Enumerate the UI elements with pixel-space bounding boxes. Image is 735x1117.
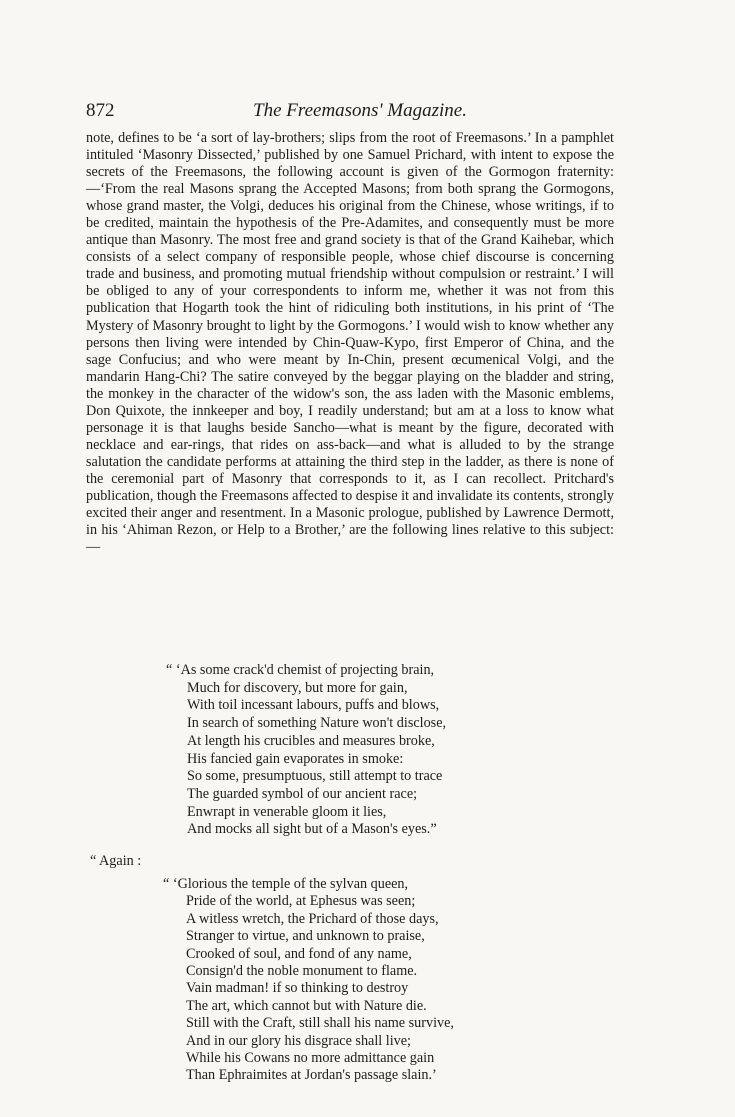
verse-line: With toil incessant labours, puffs and blows, bbox=[187, 697, 440, 714]
running-title: The Freemasons' Magazine. bbox=[253, 100, 467, 121]
verse-line: Crooked of soul, and fond of any name, bbox=[186, 945, 412, 962]
verse-block-prologue bbox=[166, 662, 446, 839]
page-number: 872 bbox=[86, 100, 115, 121]
verse-line: While his Cowans no more admittance gain bbox=[186, 1050, 435, 1067]
body-paragraph: note, defines to be ‘a sort of lay-brothers; slips from the root of Freemasons.’ In a pamphlet intituled ‘Masonry Dissected,’ published by one Samuel Prichard, with intent to expose the secrets of the Freemasons, the following account is given of the Gormogon fraternity:—‘From the real Masons sprang the Accepted Masons; from both sprang the Gormogons, whose grand master, the Volgi, deduces his original from the Chinese, whose writings, if to be credited, maintain the hypothesis of the Pre-Adamites, and consequently must be more antique than Masonry. The most free and grand society is that of the Grand Kaihebar, which consists of a select company of responsible people, whose chief discourse is concerning trade and business, and promoting mutual friendship without compulsion or restraint.’ I will be obliged to any of your correspondents to inform me, whether it was not from this publication that Hogarth took the hint of ridiculing both institutions, in his print of ‘The Mystery of Masonry brought to light by the Gormogons.’ I would wish to know whether any persons then living were intended by Chin-Quaw-Kypo, first Emperor of China, and the sage Confucius; and who were meant by In-Chin, present œcumenical Volgi, and the mandarin Hang-Chi? The satire conveyed by the beggar playing on the bladder and string, the monkey in the character of the widow's son, the ass laden with the Masonic emblems, Don Quixote, the innkeeper and boy, I readily understand; but am at a loss to know what personage it is that laughs beside Sancho—what is meant by the figure, decorated with necklace and ear-rings, that rides on ass-back—and what is alluded to by the strange salutation the candidate performs at attaining the third step in the ladder, as there is none of the ceremonial part of Masonry that corresponds to it, as I can recollect. Pritchard's publication, though the Freemasons affected to despise it and invalidate its contents, strongly excited their anger and resentment. In a Masonic prologue, published by Lawrence Dermott, in his ‘Ahiman Rezon, or Help to a Brother,’ are the following lines relative to this subject:— bbox=[86, 130, 614, 556]
verse-line: “ ‘Glorious the temple of the sylvan queen, bbox=[163, 876, 409, 892]
verse-block-temple bbox=[163, 876, 454, 1085]
verse-line: Pride of the world, at Ephesus was seen; bbox=[186, 893, 416, 910]
verse-line: And mocks all sight but of a Mason's eyes.” bbox=[187, 821, 437, 838]
verse-line: Still with the Craft, still shall his name survive, bbox=[186, 1015, 454, 1032]
verse-line: Than Ephraimites at Jordan's passage slain.’ bbox=[186, 1067, 437, 1084]
verse-line: So some, presumptuous, still attempt to trace bbox=[187, 768, 443, 785]
verse-line: Enwrapt in venerable gloom it lies, bbox=[187, 803, 387, 820]
page-header bbox=[86, 100, 634, 126]
verse-line: His fancied gain evaporates in smoke: bbox=[187, 750, 404, 767]
verse-line: At length his crucibles and measures broke, bbox=[187, 732, 435, 749]
verse-line: Vain madman! if so thinking to destroy bbox=[186, 980, 409, 997]
verse-line: The guarded symbol of our ancient race; bbox=[187, 785, 418, 802]
verse-line: And in our glory his disgrace shall live; bbox=[186, 1032, 411, 1049]
verse-line: In search of something Nature won't disclose, bbox=[187, 715, 447, 732]
again-label: “ Again : bbox=[90, 853, 142, 869]
verse-line: Stranger to virtue, and unknown to praise, bbox=[186, 928, 425, 945]
verse-line: The art, which cannot but with Nature die. bbox=[186, 997, 427, 1014]
verse-line: Much for discovery, but more for gain, bbox=[187, 679, 408, 696]
verse-line: A witless wretch, the Prichard of those days, bbox=[186, 910, 439, 927]
verse-line: “ ‘As some crack'd chemist of projecting brain, bbox=[166, 662, 435, 678]
verse-line: Consign'd the noble monument to flame. bbox=[186, 963, 418, 980]
